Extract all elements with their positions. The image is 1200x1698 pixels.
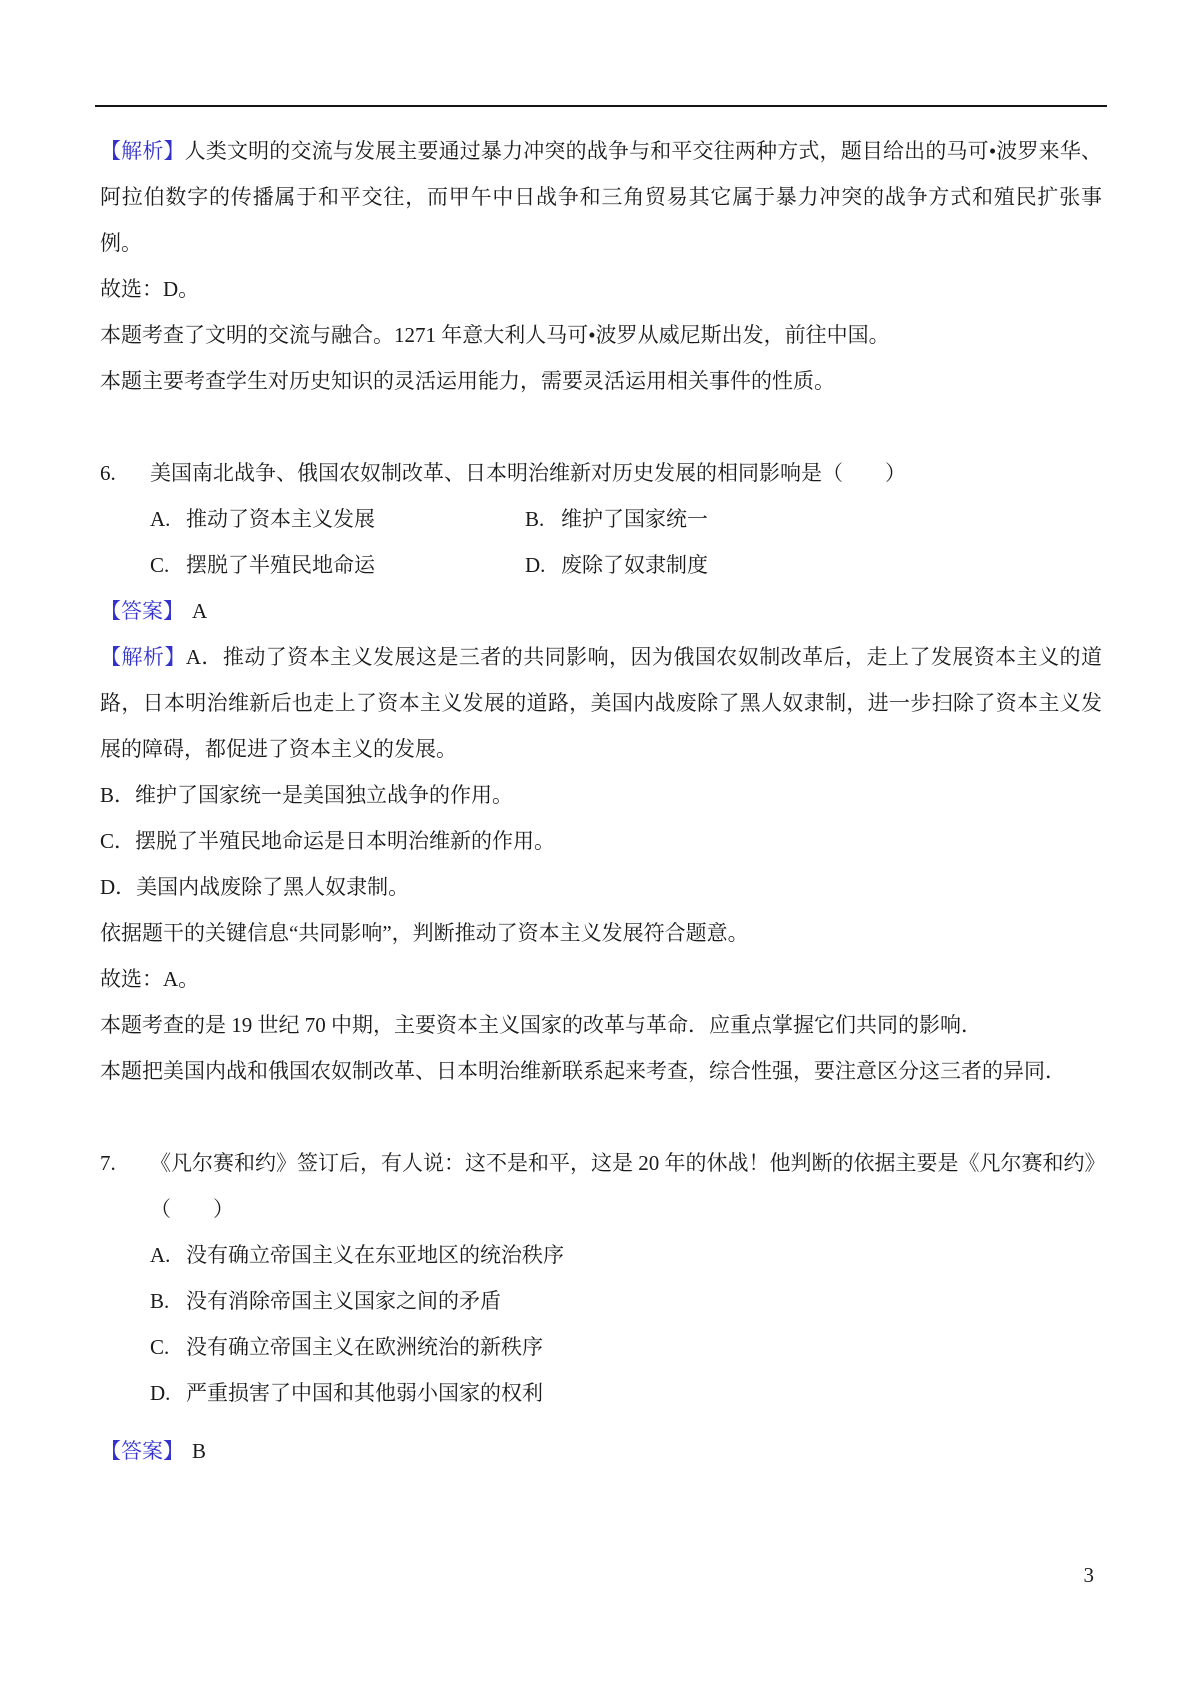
q6-option-d-text: 废除了奴隶制度 [561, 553, 708, 577]
document-content [100, 128, 1106, 1474]
q6-option-d [525, 542, 1102, 588]
q6-stem-text: 美国南北战争、俄国农奴制改革、日本明治维新对历史发展的相同影响是（ ） [150, 461, 906, 485]
q6-analysis-paragraph [100, 634, 1102, 772]
q6-option-a [150, 496, 525, 542]
q7-option-c-label: C. [150, 1335, 170, 1359]
q6-option-b-text: 维护了国家统一 [561, 507, 708, 531]
q7-option-a [150, 1232, 1102, 1278]
q6-conclusion: 故选：A。 [100, 967, 200, 991]
q7-option-b-text: 没有消除帝国主义国家之间的矛盾 [186, 1289, 501, 1313]
q7-stem [100, 1140, 1106, 1186]
q7-number: 7. [100, 1151, 116, 1175]
q6-review-1: 本题考查的是 19 世纪 70 中期，主要资本主义国家的改革与革命．应重点掌握它们共同的影响． [100, 1013, 982, 1037]
q6-number: 6. [100, 461, 116, 485]
q7-options [100, 1232, 1102, 1416]
q6-stem [100, 450, 1102, 496]
q7-stem-text: 《凡尔赛和约》签订后，有人说：这不是和平，这是 20 年的休战！他判断的依据主要是《凡尔赛和约》 [150, 1151, 1106, 1175]
q7-option-c [150, 1324, 1102, 1370]
q6-answer-value: A [192, 599, 208, 623]
q6-review-2: 本题把美国内战和俄国农奴制改革、日本明治维新联系起来考查，综合性强，要注意区分这三者的异同． [100, 1059, 1066, 1083]
q7-option-d [150, 1370, 1102, 1416]
q7-option-d-text: 严重损害了中国和其他弱小国家的权利 [186, 1381, 543, 1405]
q6-option-b-label: B. [525, 507, 545, 531]
q5-review-1: 本题考查了文明的交流与融合。1271 年意大利人马可•波罗从威尼斯出发，前往中国。 [100, 323, 890, 347]
q6-analysis-text: A．推动了资本主义发展这是三者的共同影响，因为俄国农奴制改革后，走上了发展资本主义的道路，日本明治维新后也走上了资本主义发展的道路，美国内战废除了黑人奴隶制，进一步扫除了资本主义发展的障碍，都促进了资本主义的发展。 [100, 645, 1102, 761]
q7-option-c-text: 没有确立帝国主义在欧洲统治的新秩序 [186, 1335, 543, 1359]
page-number: 3 [1083, 1563, 1094, 1587]
q5-analysis-paragraph [100, 128, 1102, 266]
q7-option-a-label: A. [150, 1243, 171, 1267]
q6-option-b [525, 496, 1102, 542]
q6-answer-line [100, 588, 1102, 634]
q7-answer-value: B [192, 1439, 207, 1463]
q6-option-c-text: 摆脱了半殖民地命运 [186, 553, 375, 577]
q6-analysis-line-b: B．维护了国家统一是美国独立战争的作用。 [100, 783, 514, 807]
q6-analysis-line-d: D．美国内战废除了黑人奴隶制。 [100, 875, 410, 899]
q5-analysis-text: 人类文明的交流与发展主要通过暴力冲突的战争与和平交往两种方式，题目给出的马可•波罗来华、阿拉伯数字的传播属于和平交往，而甲午中日战争和三角贸易其它属于暴力冲突的战争方式和殖民扩张事例。 [100, 139, 1102, 255]
q6-option-c [150, 542, 525, 588]
q6-options [100, 496, 1102, 588]
q5-review-2: 本题主要考查学生对历史知识的灵活运用能力，需要灵活运用相关事件的性质。 [100, 369, 835, 393]
q7-option-a-text: 没有确立帝国主义在东亚地区的统治秩序 [186, 1243, 564, 1267]
q6-option-d-label: D. [525, 553, 546, 577]
q7-option-b [150, 1278, 1102, 1324]
q7-stem-paren: （ ） [150, 1197, 234, 1221]
q7-answer-line [100, 1428, 1102, 1474]
header-rule [95, 105, 1107, 107]
q6-option-a-label: A. [150, 507, 171, 531]
question-6 [100, 450, 1102, 1094]
q5-conclusion: 故选：D。 [100, 277, 200, 301]
q6-option-a-text: 推动了资本主义发展 [186, 507, 375, 531]
answer-label: 【答案】 [100, 599, 184, 623]
analysis-label: 【解析】 [100, 139, 185, 163]
answer-label: 【答案】 [100, 1439, 184, 1463]
q7-option-b-label: B. [150, 1289, 170, 1313]
q6-option-c-label: C. [150, 553, 170, 577]
analysis-label: 【解析】 [100, 645, 186, 669]
q6-analysis-line-c: C．摆脱了半殖民地命运是日本明治维新的作用。 [100, 829, 556, 853]
q7-option-d-label: D. [150, 1381, 171, 1405]
q6-analysis-judgement: 依据题干的关键信息“共同影响”，判断推动了资本主义发展符合题意。 [100, 921, 749, 945]
question-7 [100, 1140, 1106, 1474]
